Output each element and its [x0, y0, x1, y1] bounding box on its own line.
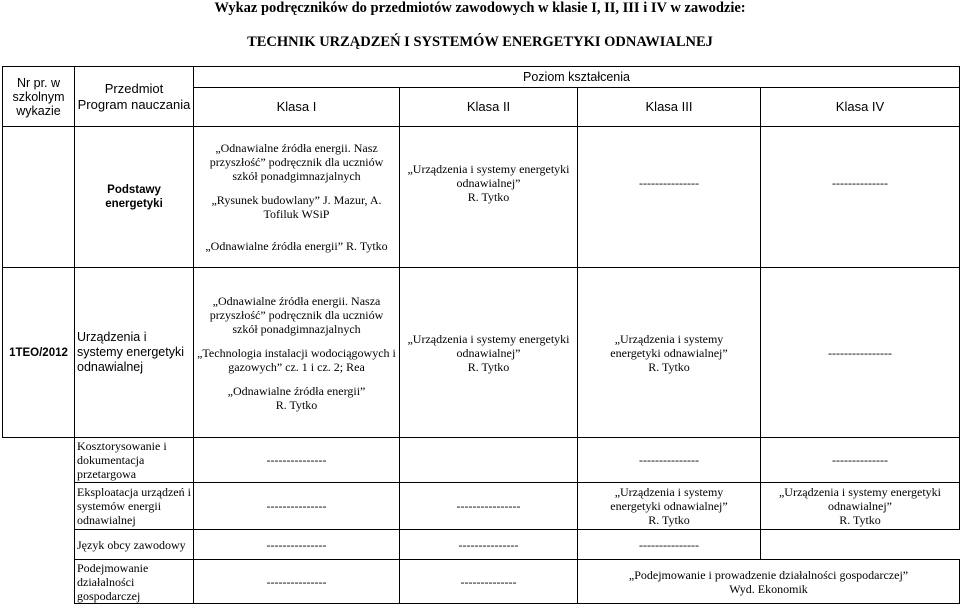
row4-class-3 [578, 483, 761, 530]
header-program-label: Program nauczania [77, 96, 191, 112]
row5-class-3: --------------- [578, 530, 761, 560]
row2-nr: 1TEO/2012 [3, 268, 75, 438]
row2-k1-book-c: „Odnawialne źródła energii” [227, 383, 366, 398]
row4-subject: Eksploatacja urządzeń i systemów energii odnawialnej [75, 483, 194, 530]
row3-class-2 [400, 438, 578, 483]
document-title: Wykaz podręczników do przedmiotów zawodowych w klasie I, II, III i IV w zawodzie: [214, 0, 746, 16]
row1-k1-book-c: „Odnawialne źródła energii” R. Tytko [205, 239, 388, 253]
row1-k2-title: „Urządzenia i systemy energetyki odnawialnej” [407, 162, 570, 190]
header-subject-label: Przedmiot [104, 80, 164, 96]
row1-nr [3, 127, 75, 268]
row1-class-3: --------------- [578, 127, 761, 268]
row4-k3-author: R. Tytko [648, 513, 690, 527]
row3-nr [3, 438, 75, 483]
row3-subject: Kosztorysowanie i dokumentacja przetargowa [75, 438, 194, 483]
header-class-2: Klasa II [400, 88, 578, 127]
row2-k3-author: R. Tytko [648, 359, 690, 374]
row2-k2-author: R. Tytko [467, 359, 510, 374]
row2-k3-title: „Urządzenia i systemy energetyki odnawialnej” [610, 331, 728, 360]
row1-k1-book-a: „Odnawialne źródła energii. Nasz przyszłość” podręcznik dla uczniów szkół ponadgimnazjalnych [209, 141, 384, 183]
row4-k4-author: R. Tytko [839, 513, 881, 527]
row3-class-3: --------------- [578, 438, 761, 483]
profession-title: TECHNIK URZĄDZEŃ I SYSTEMÓW ENERGETYKI ODNAWIALNEJ [247, 34, 713, 50]
row1-class-4: -------------- [761, 127, 960, 268]
row1-k1-book-b: „Rysunek budowlany” J. Mazur, A. Tofiluk WSiP [211, 193, 382, 221]
row2-class-3 [578, 268, 761, 438]
row1-subject: Podstawy energetyki [75, 127, 194, 268]
row1-class-2 [400, 127, 578, 268]
row2-subject: Urządzenia i systemy energetyki odnawialnej [75, 268, 194, 438]
row6-k34-title: „Podejmowanie i prowadzenie działalności gospodarczej” [628, 567, 909, 582]
row1-k2-author: R. Tytko [467, 190, 510, 204]
row4-class-2: ---------------- [400, 483, 578, 530]
row2-k1-book-b: „Technologia instalacji wodociągowych i gazowych” cz. 1 i cz. 2; Rea [197, 345, 396, 374]
row6-class-3-4 [578, 560, 960, 604]
header-class-1: Klasa I [194, 88, 400, 127]
header-subject [75, 67, 194, 127]
row6-nr [3, 560, 75, 604]
row4-k3-title: „Urządzenia i systemy energetyki odnawialnej” [610, 485, 728, 513]
row4-nr [3, 483, 75, 530]
row6-class-2: -------------- [400, 560, 578, 604]
row3-class-1: --------------- [194, 438, 400, 483]
row2-k1-author: R. Tytko [275, 397, 318, 412]
row1-class-1 [194, 127, 400, 268]
row2-k1-book-a: „Odnawialne źródła energii. Nasza przyszłość” podręcznik dla uczniów szkół ponadgimnazjalnych [209, 293, 384, 336]
row6-subject: Podejmowanie działalności gospodarczej [75, 560, 194, 604]
row3-class-4: -------------- [761, 438, 960, 483]
row5-class-2: --------------- [400, 530, 578, 560]
header-level: Poziom kształcenia [194, 67, 960, 88]
row4-class-4 [761, 483, 960, 530]
row5-class-1: --------------- [194, 530, 400, 560]
row5-subject: Język obcy zawodowy [75, 530, 194, 560]
row6-k34-publisher: Wyd. Ekonomik [729, 581, 808, 596]
row2-class-2 [400, 268, 578, 438]
row4-k4-title: „Urządzenia i systemy energetyki odnawialnej” [778, 485, 942, 513]
header-class-3: Klasa III [578, 88, 761, 127]
row2-k2-title: „Urządzenia i systemy energetyki odnawialnej” [407, 331, 570, 360]
header-nr: Nr pr. w szkolnym wykazie [3, 67, 75, 127]
row5-class-4 [761, 530, 960, 560]
header-class-4: Klasa IV [761, 88, 960, 127]
row5-nr [3, 530, 75, 560]
row2-class-4: ---------------- [761, 268, 960, 438]
textbook-table [2, 66, 960, 604]
row6-class-1: --------------- [194, 560, 400, 604]
row2-class-1 [194, 268, 400, 438]
row4-class-1: --------------- [194, 483, 400, 530]
